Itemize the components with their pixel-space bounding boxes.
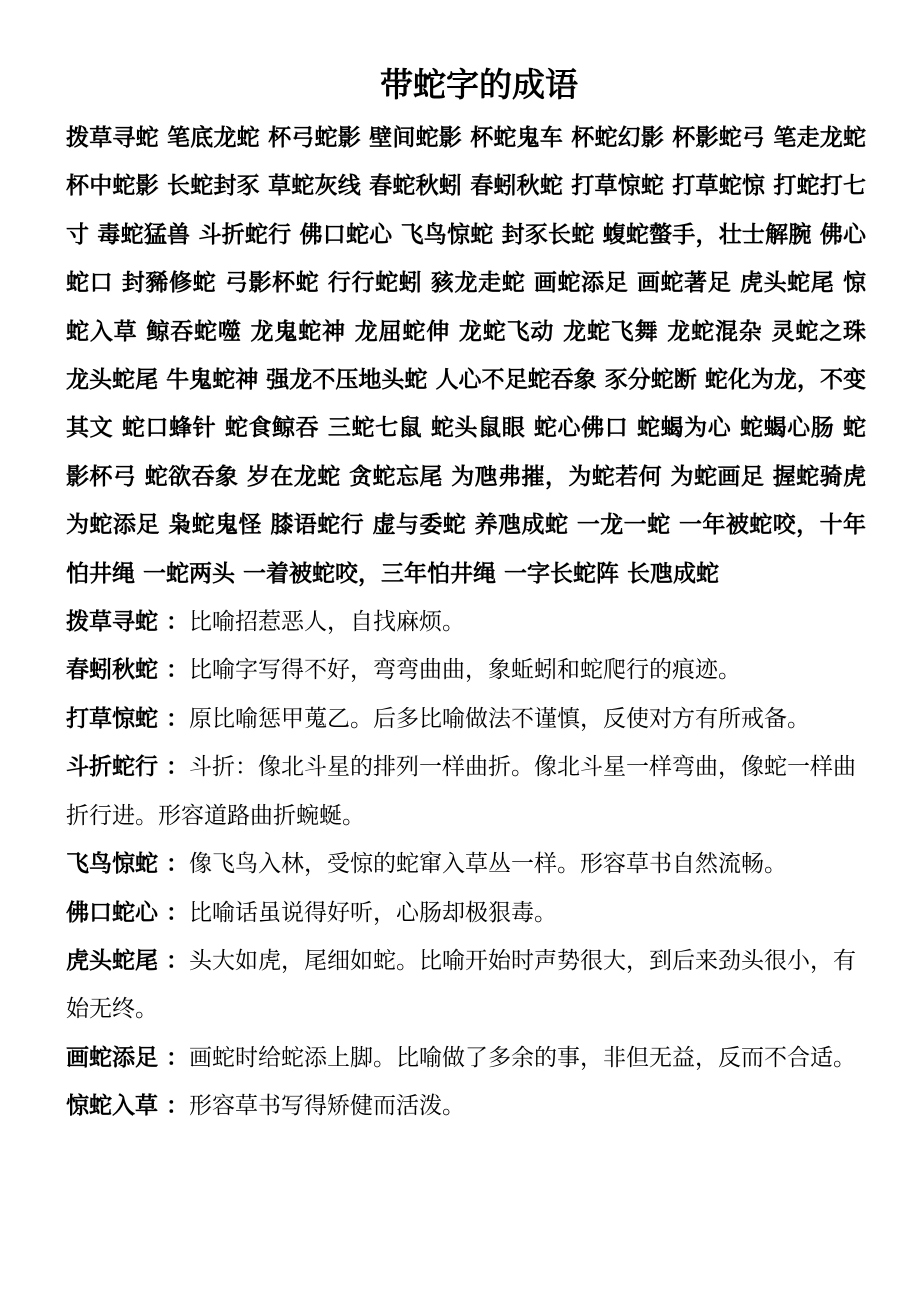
definition-list: [66, 598, 866, 1130]
definition-separator: ：: [158, 754, 190, 781]
definition-meaning: 像飞鸟入林，受惊的蛇窜入草丛一样。形容草书自然流畅。: [189, 851, 788, 878]
definition-term: 佛口蛇心: [66, 899, 158, 926]
idiom-list: 拨草寻蛇 笔底龙蛇 杯弓蛇影 壁间蛇影 杯蛇鬼车 杯蛇幻影 杯影蛇弓 笔走龙蛇 杯中蛇影 长蛇封豕 草蛇灰线 春蛇秋蚓 春蚓秋蛇 打草惊蛇 打草蛇惊 打蛇打七寸 毒蛇猛兽 斗折蛇行 佛口蛇心 飞鸟惊蛇 封豕长蛇 蝮蛇螫手，壮士解腕 佛心蛇口 封豨修蛇 弓影杯蛇 行行蛇蚓 豥龙走蛇 画蛇添足 画蛇著足 虎头蛇尾 惊蛇入草 鲸吞蛇噬 龙鬼蛇神 龙屈蛇伸 龙蛇飞动 龙蛇飞舞 龙蛇混杂 灵蛇之珠 龙头蛇尾 牛鬼蛇神 强龙不压地头蛇 人心不足蛇吞象 豕分蛇断 蛇化为龙，不变其文 蛇口蜂针 蛇食鲸吞 三蛇七鼠 蛇头鼠眼 蛇心佛口 蛇蝎为心 蛇蝎心肠 蛇影杯弓 蛇欲吞象 岁在龙蛇 贪蛇忘尾 为虺弗摧，为蛇若何 为蛇画足 握蛇骑虎 为蛇添足 枭蛇鬼怪 膝语蛇行 虚与委蛇 养虺成蛇 一龙一蛇 一年被蛇咬，十年怕井绳 一蛇两头 一着被蛇咬，三年怕井绳 一字长蛇阵 长虺成蛇: [66, 125, 866, 587]
definition-meaning: 比喻话虽说得好听，心肠却极狠毒。: [189, 899, 558, 926]
definition-separator: ：: [158, 657, 190, 684]
document-page: [66, 56, 866, 1131]
definition-item: [66, 889, 866, 937]
definition-meaning: 头大如虎，尾细如蛇。比喻开始时声势很大，到后来劲头很小，有始无终。: [66, 947, 857, 1023]
definition-item: [66, 743, 866, 840]
definition-item: [66, 695, 866, 743]
definition-term: 打草惊蛇: [66, 705, 158, 732]
definition-meaning: 原比喻惩甲蒐乙。后多比喻做法不谨慎，反使对方有所戒备。: [189, 705, 811, 732]
definition-meaning: 比喻招惹恶人，自找麻烦。: [189, 609, 466, 636]
definition-item: [66, 1082, 866, 1130]
definition-term: 惊蛇入草: [66, 1093, 158, 1120]
definition-term: 斗折蛇行: [66, 754, 158, 781]
definition-separator: ：: [158, 851, 190, 878]
definition-meaning: 斗折：像北斗星的排列一样曲折。像北斗星一样弯曲，像蛇一样曲折行进。形容道路曲折蜿蜒。: [66, 754, 857, 829]
definition-meaning: 形容草书写得矫健而活泼。: [189, 1093, 466, 1120]
definition-item: [66, 646, 866, 694]
definition-term: 春蚓秋蛇: [66, 657, 158, 684]
definition-separator: ：: [158, 1044, 190, 1071]
definition-separator: ：: [158, 899, 190, 926]
definition-separator: ：: [158, 609, 190, 636]
definition-item: [66, 598, 866, 646]
definition-term: 画蛇添足: [66, 1044, 158, 1071]
definition-separator: ：: [158, 947, 190, 974]
definition-term: 拨草寻蛇: [66, 609, 158, 636]
definition-meaning: 比喻字写得不好，弯弯曲曲，象蚯蚓和蛇爬行的痕迹。: [189, 657, 742, 684]
definition-separator: ：: [158, 705, 190, 732]
definition-item: [66, 1034, 866, 1082]
definition-term: 虎头蛇尾: [66, 947, 158, 974]
definition-item: [66, 840, 866, 888]
document-title: 带蛇字的成语: [380, 65, 578, 104]
definition-term: 飞鸟惊蛇: [66, 851, 158, 878]
definition-separator: ：: [158, 1093, 190, 1120]
definition-item: [66, 937, 866, 1034]
definition-meaning: 画蛇时给蛇添上脚。比喻做了多余的事，非但无益，反而不合适。: [189, 1044, 857, 1071]
